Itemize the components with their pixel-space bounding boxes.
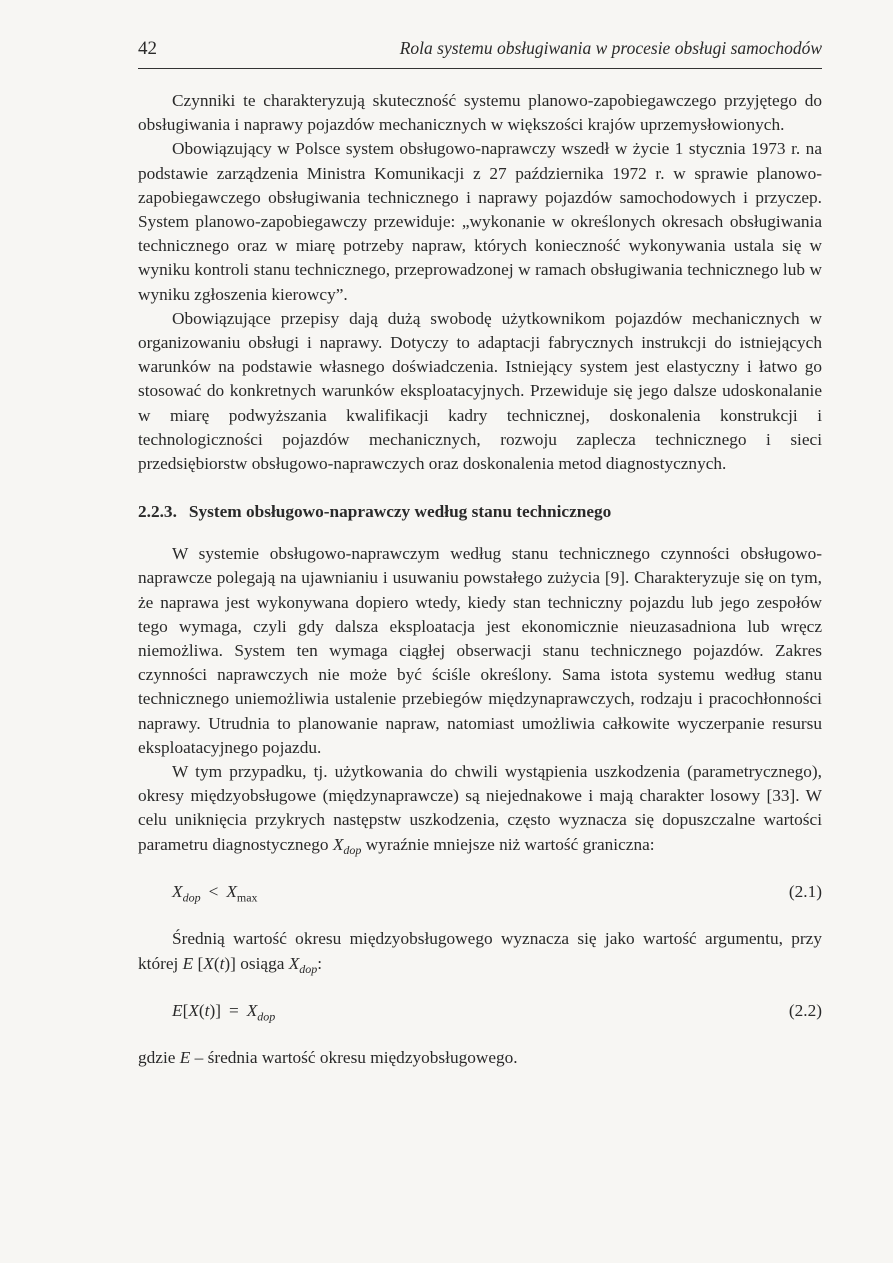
- paragraph-6-E: E: [182, 953, 194, 973]
- paragraph-6-Xdop-sub: dop: [299, 961, 318, 976]
- body-text: [138, 89, 822, 1070]
- eq2-rhs-sub: dop: [257, 1009, 276, 1024]
- section-title: System obsługowo-naprawczy według stanu technicznego: [188, 502, 612, 522]
- equation-2-2-body: [138, 1001, 762, 1024]
- paragraph-7: [138, 1046, 822, 1070]
- paragraph-3: Obowiązujące przepisy dają dużą swobodę użytkownikom pojazdów mechanicznych w organizowaniu obsługi i naprawy. Dotyczy to adaptacji fabrycznych instrukcji do istniejących warunków na podstawie własnego doświadczenia. Istniejący system jest elastyczny i łatwo go stosować do konkretnych warunków eksploatacyjnych. Przewiduje się jego dalsze udoskonalanie w miarę podwyższania kwalifikacji kadry technicznej, doskonalenia konstrukcji i technologiczności pojazdów mechanicznych, rozwoju zaplecza technicznego i sieci przedsiębiorstw obsługowo-naprawczych oraz doskonalenia metod diagnostycznych.: [138, 308, 822, 474]
- paragraph-7-start: gdzie: [138, 1048, 180, 1068]
- section-number: 2.2.3.: [138, 502, 177, 522]
- paragraph-7-E: E: [179, 1048, 191, 1068]
- eq2-paren-close: )]: [209, 1000, 221, 1020]
- running-title: Rola systemu obsługiwania w procesie obsługi samochodów: [399, 38, 822, 58]
- eq2-E: E: [172, 1000, 183, 1020]
- eq2-open: [: [182, 1000, 189, 1020]
- paragraph-4: W systemie obsługowo-naprawczym według stanu technicznego czynności obsługowo-naprawcze polegają na ujawnianiu i usuwaniu powstałego zużycia [9]. Charakteryzuje się on tym, że naprawa jest wykonywana dopiero wtedy, kiedy stan techniczny pojazdu lub jego zespołów tego wymaga, czyli gdy dalsza eksploatacja jest ekonomicznie nieuzasadniona lub wręcz niemożliwa. System ten wymaga ciągłej obserwacji stanu technicznego pojazdów. Zakres czynności naprawczych nie może być ściśle określony. Sama istota systemu według stanu technicznego uniemożliwia ustalenie przebiegów międzynaprawczych, rodzaju i pracochłonności naprawy. Utrudnia to planowanie napraw, natomiast umożliwia całkowite wyczerpanie resursu eksploatacyjnego pojazdu.: [138, 544, 822, 757]
- equation-2-1: [138, 882, 822, 905]
- equation-2-2: [138, 1001, 822, 1024]
- eq2-paren-open: (: [198, 1000, 205, 1020]
- paragraph-5-variable: X: [332, 834, 344, 854]
- paragraph-5-tail: wyraźnie mniejsze niż wartość graniczna:: [365, 834, 655, 854]
- eq2-operator: =: [228, 1000, 239, 1020]
- paragraph-5-text: W tym przypadku, tj. użytkowania do chwili wystąpienia uszkodzenia (parametrycznego), okresy międzyobsługowe (międzynaprawcze) są niejednakowe i mają charakter losowy [33]. W celu uniknięcia przykrych następstw uszkodzenia, często wyznacza się dopuszczalne wartości parametru diagnostycznego: [138, 762, 822, 854]
- eq1-operator: <: [208, 881, 219, 901]
- paragraph-7-rest: – średnia wartość okresu międzyobsługowego.: [190, 1048, 518, 1068]
- eq1-lhs-var: X: [172, 881, 183, 901]
- equation-number-2-2: (2.2): [788, 1000, 822, 1020]
- paragraph-6: [138, 927, 822, 980]
- page-number: 42: [138, 38, 157, 59]
- paragraph-6-text: Średnią wartość okresu międzyobsługowego wyznacza się jako wartość argumentu, przy której: [138, 929, 822, 973]
- eq2-rhs-var: X: [246, 1000, 258, 1020]
- eq2-X: X: [188, 1000, 199, 1020]
- paragraph-2: Obowiązujący w Polsce system obsługowo-naprawczy wszedł w życie 1 stycznia 1973 r. na podstawie zarządzenia Ministra Komunikacji z 27 października 1972 r. w sprawie planowo-zapobiegawczego obsługiwania technicznego i naprawy pojazdów samochodowych i przyczep. System planowo-zapobiegawczy przewiduje: „wykonanie w określonych okresach obsługiwania technicznego oraz w miarę potrzeby napraw, których konieczność wykonywania ustala się w wyniku kontroli stanu technicznego, przeprowadzonej w ramach obsługiwania technicznego lub w wyniku zgłoszenia kierowcy”.: [138, 139, 822, 304]
- paragraph-6-colon: :: [317, 953, 323, 973]
- eq1-lhs-sub: dop: [182, 890, 201, 905]
- document-page: [138, 38, 822, 1070]
- paragraph-6-t: t: [219, 953, 225, 973]
- paragraph-1: Czynniki te charakteryzują skuteczność systemu planowo-zapobiegawczego przyjętego do obsługiwania i naprawy pojazdów mechanicznych w większości krajów uprzemysłowionych.: [138, 91, 822, 135]
- paragraph-6-paren-close: )] osiąga: [224, 953, 289, 973]
- paragraph-6-X: X: [203, 953, 214, 973]
- eq2-t: t: [204, 1000, 210, 1020]
- paragraph-5-variable-subscript: dop: [343, 842, 362, 857]
- paragraph-6-Xdop: X: [288, 953, 300, 973]
- paragraph-6-paren-open: (: [213, 953, 220, 973]
- paragraph-5: [138, 760, 822, 862]
- equation-2-1-body: [138, 882, 762, 905]
- eq1-rhs-sub: max: [236, 890, 258, 905]
- equation-number-2-1: (2.1): [788, 881, 822, 901]
- running-header: [138, 38, 822, 69]
- eq1-rhs-var: X: [226, 881, 237, 901]
- paragraph-6-bracket: [: [193, 953, 204, 973]
- section-heading: [138, 502, 822, 522]
